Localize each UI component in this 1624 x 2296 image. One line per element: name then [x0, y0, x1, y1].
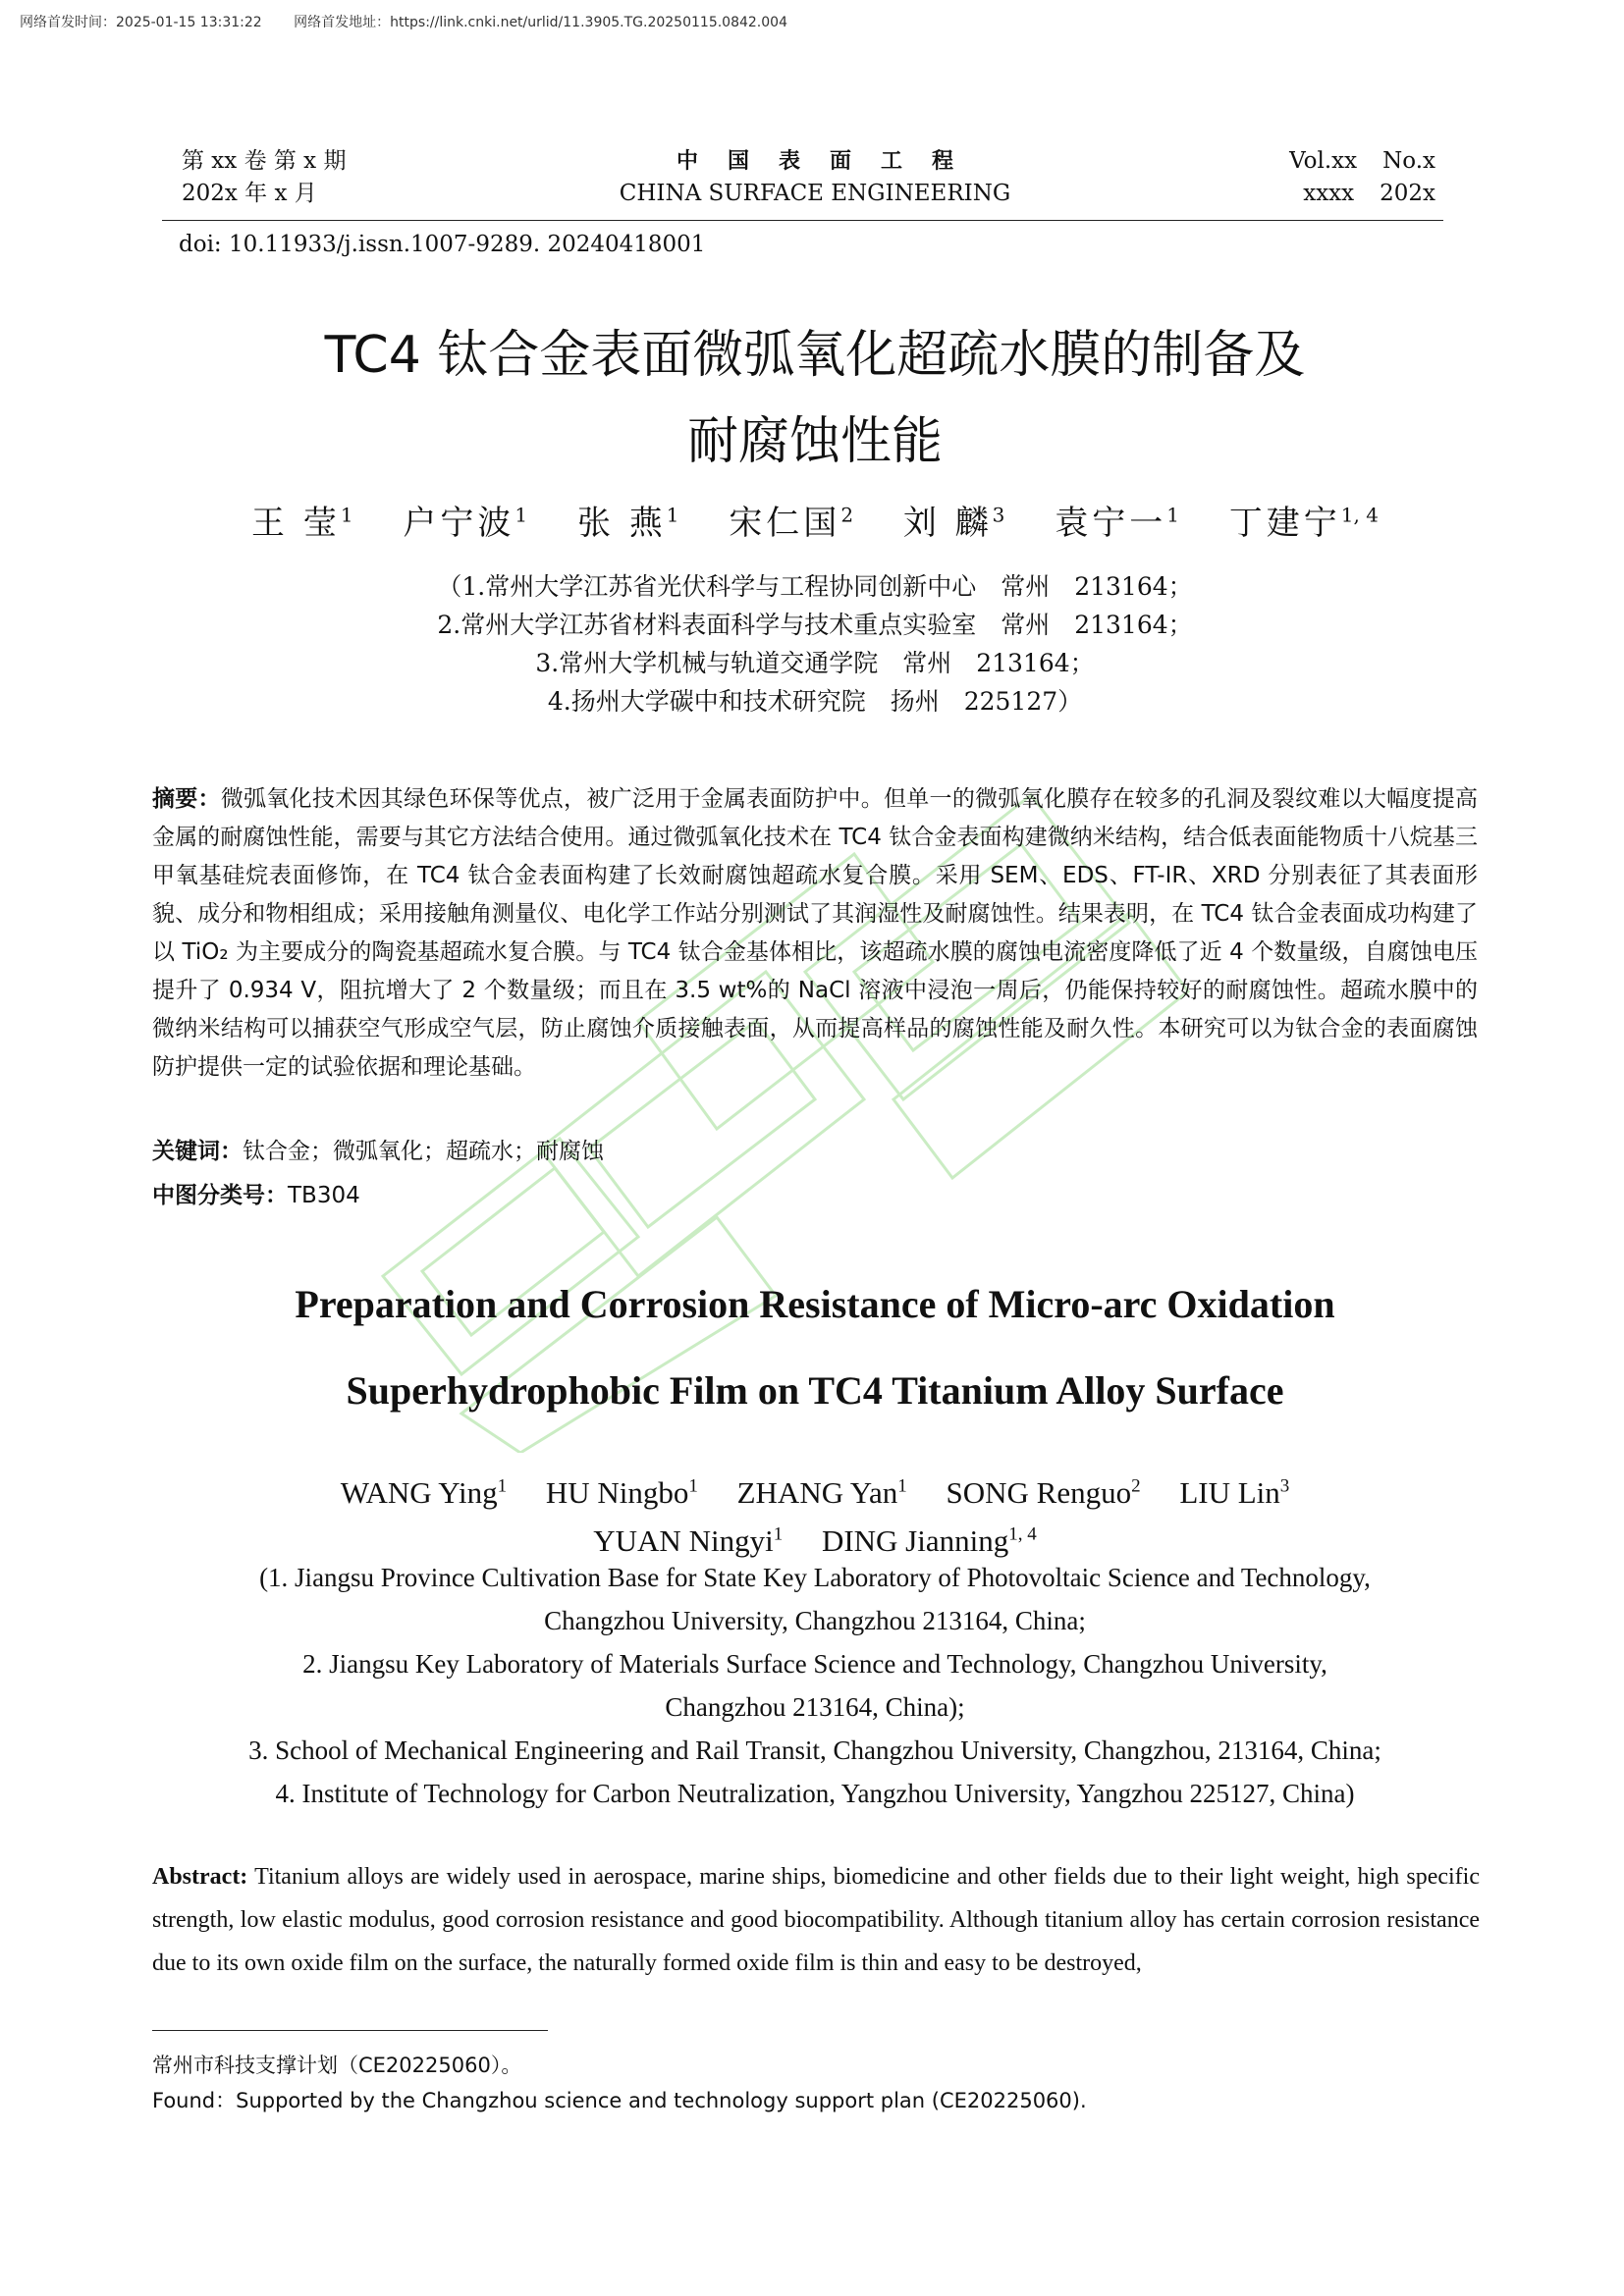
header-volume-cn — [182, 145, 346, 210]
online-first-url[interactable]: 网络首发地址：https://link.cnki.net/urlid/11.3905.TG.20250115.0842.004 — [294, 15, 787, 30]
author-cn: 户宁波$^1$ — [403, 503, 528, 543]
author-en: ZHANG Yan$^1$ — [736, 1475, 907, 1511]
affiliation-en: Changzhou 213164, China); — [665, 1692, 965, 1722]
keywords-cn-label: 关键词： — [152, 1139, 243, 1164]
affiliation-cn: （1.常州大学江苏省光伏科学与工程协同创新中心 常州 213164； — [437, 572, 1193, 601]
author-en: SONG Renguo$^2$ — [946, 1475, 1141, 1511]
affiliation-cn: 3.常州大学机械与轨道交通学院 常州 213164； — [535, 649, 1095, 677]
classification-cn-label: 中图分类号： — [152, 1183, 288, 1208]
title-cn-line1: TC4 钛合金表面微弧氧化超疏水膜的制备及 — [324, 326, 1306, 385]
authors-cn — [137, 496, 1492, 544]
volume-issue-cn: 第 xx 卷 第 x 期 — [182, 148, 347, 174]
journal-name-en: CHINA SURFACE ENGINEERING — [619, 181, 1011, 206]
year-en: 202x — [1380, 181, 1435, 206]
keywords-cn — [152, 1133, 604, 1165]
issue-en: No.x — [1382, 148, 1435, 174]
title-en — [137, 1261, 1492, 1434]
affiliation-en: 2. Jiangsu Key Laboratory of Materials Surface Science and Technology, Changzhou University, — [302, 1649, 1327, 1679]
journal-name — [511, 145, 1119, 210]
header-rule — [162, 220, 1443, 221]
affiliation-cn: 4.扬州大学碳中和技术研究院 扬州 225127） — [547, 687, 1083, 716]
affiliation-en: Changzhou University, Changzhou 213164, China; — [544, 1606, 1086, 1635]
affiliations-en — [137, 1556, 1492, 1815]
authors-en-line2 — [137, 1514, 1492, 1561]
authors-en-line1 — [137, 1467, 1492, 1514]
title-en-line2: Superhydrophobic Film on TC4 Titanium Alloy Surface — [346, 1368, 1284, 1413]
footnote-fund-en: Found：Supported by the Changzhou science and technology support plan (CE20225060). — [152, 2089, 1087, 2112]
footnote-rule — [152, 2030, 548, 2031]
abstract-en-label: Abstract: — [152, 1864, 248, 1890]
classification-cn — [152, 1177, 360, 1209]
abstract-en — [152, 1855, 1480, 1985]
author-cn: 刘 麟$^3$ — [902, 503, 1005, 543]
online-first-time: 网络首发时间：2025-01-15 13:31:22 — [20, 15, 262, 30]
author-en: LIU Lin$^3$ — [1179, 1475, 1290, 1511]
title-cn — [177, 312, 1453, 485]
date-cn: 202x 年 x 月 — [182, 181, 317, 206]
abstract-cn-text: 微弧氧化技术因其绿色环保等优点，被广泛用于金属表面防护中。但单一的微弧氧化膜存在较多的孔洞及裂纹难以大幅度提高金属的耐腐蚀性能，需要与其它方法结合使用。通过微弧氧化技术在 TC4 钛合金表面构建微纳米结构，结合低表面能物质十八烷基三甲氧基硅烷表面修饰，在 TC4 钛合金表面构建了长效耐腐蚀超疏水复合膜。采用 SEM、EDS、FT-IR、XRD 分别表征了其表面形貌、成分和物相组成；采用接触角测量仪、电化学工作站分别测试了其润湿性及耐腐蚀性。结果表明，在 TC4 钛合金表面成功构建了以 TiO₂ 为主要成分的陶瓷基超疏水复合膜。与 TC4 钛合金基体相比，该超疏水膜的腐蚀电流密度降低了近 4 个数量级，自腐蚀电压提升了 0.934 V，阻抗增大了 2 个数量级；而且在 3.5 wt%的 NaCl 溶液中浸泡一周后，仍能保持较好的耐腐蚀性。超疏水膜中的微纳米结构可以捕获空气形成空气层，防止腐蚀介质接触表面，从而提高样品的腐蚀性能及耐久性。本研究可以为钛合金的表面腐蚀防护提供一定的试验依据和理论基础。 — [152, 786, 1479, 1080]
month-en: xxxx — [1303, 181, 1355, 206]
online-first-info — [20, 12, 815, 31]
classification-cn-text: TB304 — [288, 1183, 360, 1208]
author-cn: 袁宁一$^1$ — [1055, 503, 1179, 543]
author-en: HU Ningbo$^1$ — [545, 1475, 698, 1511]
author-cn: 丁建宁$^{1, 4}$ — [1228, 503, 1379, 543]
affiliation-en: 4. Institute of Technology for Carbon Neutralization, Yangzhou University, Yangzhou 225127, China) — [275, 1779, 1355, 1808]
author-en: YUAN Ningyi$^1$ — [593, 1522, 784, 1558]
authors-en — [137, 1467, 1492, 1562]
abstract-cn — [152, 780, 1478, 1087]
affiliation-cn: 2.常州大学江苏省材料表面科学与技术重点实验室 常州 213164； — [437, 611, 1193, 639]
footnote-fund-cn: 常州市科技支撑计划（CE20225060）。 — [152, 2054, 522, 2077]
title-cn-line2: 耐腐蚀性能 — [686, 412, 943, 471]
doi[interactable]: doi: 10.11933/j.issn.1007-9289. 20240418001 — [179, 232, 706, 257]
keywords-cn-text: 钛合金；微弧氧化；超疏水；耐腐蚀 — [243, 1139, 604, 1164]
author-en: WANG Ying$^1$ — [340, 1475, 508, 1511]
affiliation-en: (1. Jiangsu Province Cultivation Base for State Key Laboratory of Photovoltaic Science and Technology, — [259, 1563, 1371, 1592]
abstract-cn-label: 摘要： — [152, 786, 221, 812]
author-cn: 宋仁国$^2$ — [729, 503, 854, 543]
header-volume-en — [1264, 145, 1435, 210]
title-en-line1: Preparation and Corrosion Resistance of Micro-arc Oxidation — [295, 1282, 1335, 1326]
author-cn: 张 燕$^1$ — [576, 503, 679, 543]
journal-name-cn: 中国表面工程 — [676, 149, 983, 174]
author-en: DING Jianning$^{1, 4}$ — [821, 1522, 1037, 1558]
affiliations-cn — [177, 567, 1453, 721]
author-cn: 王 莹$^1$ — [251, 503, 353, 543]
volume-en: Vol.xx — [1289, 148, 1358, 174]
abstract-en-text: Titanium alloys are widely used in aerospace, marine ships, biomedicine and other fields due to their light weight, high specific strength, low elastic modulus, good corrosion resistance and good biocompatibility. Although titanium alloy has certain corrosion resistance due to its own oxide film on the surface, the naturally formed oxide film is thin and easy to be destroyed, — [152, 1864, 1480, 1976]
affiliation-en: 3. School of Mechanical Engineering and Rail Transit, Changzhou University, Changzhou, 213164, China; — [248, 1735, 1381, 1765]
